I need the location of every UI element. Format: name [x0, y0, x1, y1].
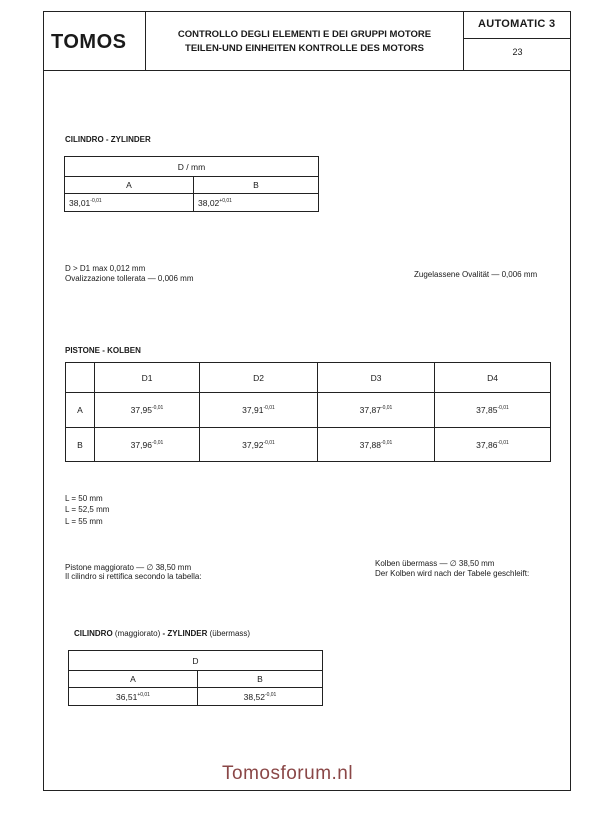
piston-cell: $37,91^{-0,01}$	[200, 393, 318, 428]
cylinder-table	[64, 156, 319, 212]
cylinder-os-table	[68, 650, 323, 706]
title-italian: CONTROLLO DEGLI ELEMENTI E DEI GRUPPI MOTORE	[177, 29, 432, 40]
piston-col-d3: D3	[318, 363, 435, 393]
piston-row-b	[66, 428, 551, 462]
length-55: L = 55 mm	[65, 517, 103, 526]
piston-corner	[66, 363, 95, 393]
length-50: L = 50 mm	[65, 494, 103, 503]
piston-cell: $37,86^{-0,01}$	[435, 428, 551, 462]
piston-cell: $37,85^{-0,01}$	[435, 393, 551, 428]
cylinder-os-value-a: $36,51^{+0,01}$	[69, 688, 198, 706]
cylinder-os-value-b: $38,52^{-0,01}$	[198, 688, 323, 706]
oversize-it-2: Il cilindro si rettifica secondo la tabella:	[65, 572, 202, 581]
length-52-5: L = 52,5 mm	[65, 505, 110, 514]
note-ovality-it: Ovalizzazione tollerata — 0,006 mm	[65, 274, 194, 283]
piston-cell: $37,88^{-0,01}$	[318, 428, 435, 462]
piston-cell: $37,95^{-0,01}$	[95, 393, 200, 428]
model-name: AUTOMATIC 3	[478, 18, 556, 30]
tomos-logo: TOMOS	[51, 31, 127, 53]
cylinder-value-a: $38,01^{-0,01}$	[65, 194, 194, 212]
cylinder-col-b: B	[194, 177, 319, 194]
cylinder-value-b: $38,02^{+0,01}$	[194, 194, 319, 212]
cylinder-header: D / mm	[65, 157, 319, 177]
piston-col-d4: D4	[435, 363, 551, 393]
piston-cell: $37,92^{-0,01}$	[200, 428, 318, 462]
piston-title: PISTONE - KOLBEN	[65, 346, 141, 355]
cylinder-os-col-a: A	[69, 671, 198, 688]
title-german: TEILEN-UND EINHEITEN KONTROLLE DES MOTORS	[185, 43, 424, 54]
logo-cell	[43, 11, 146, 70]
piston-row-label: A	[66, 393, 95, 428]
page-header	[43, 11, 571, 71]
page-number: 23	[512, 47, 523, 57]
title-cell	[146, 11, 464, 70]
piston-col-d2: D2	[200, 363, 318, 393]
cylinder-title: CILINDRO - ZYLINDER	[65, 135, 151, 144]
piston-row-label: B	[66, 428, 95, 462]
cylinder-os-col-b: B	[198, 671, 323, 688]
watermark: Tomosforum.nl	[222, 763, 354, 784]
oversize-de-2: Der Kolben wird nach der Tabele geschleift:	[375, 569, 530, 578]
cylinder-os-header: D	[69, 651, 323, 671]
piston-cell: $37,87^{-0,01}$	[318, 393, 435, 428]
note-ovality-de: Zugelassene Ovalität — 0,006 mm	[414, 270, 538, 279]
piston-row-a	[66, 393, 551, 428]
oversize-de-1: Kolben übermass — ∅ 38,50 mm	[375, 559, 495, 568]
note-dmax: D > D1 max 0,012 mm	[65, 264, 146, 273]
code-cell	[464, 11, 571, 70]
model-box	[464, 11, 571, 39]
piston-table	[65, 362, 551, 462]
cylinder-col-a: A	[65, 177, 194, 194]
cylinder-os-title: CILINDRO (maggiorato) - ZYLINDER (übermass)	[74, 629, 251, 638]
piston-cell: $37,96^{-0,01}$	[95, 428, 200, 462]
oversize-it-1: Pistone maggiorato — ∅ 38,50 mm	[65, 563, 192, 572]
piston-col-d1: D1	[95, 363, 200, 393]
